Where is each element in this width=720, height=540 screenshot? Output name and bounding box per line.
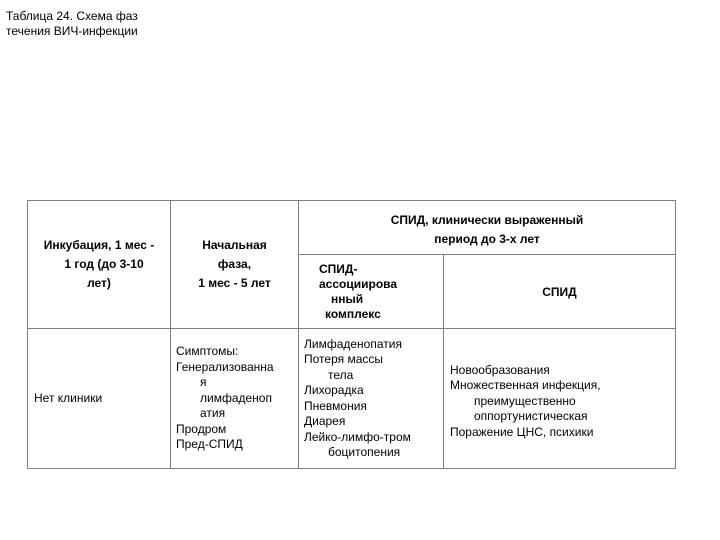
list-item: Продром xyxy=(176,421,227,436)
table-caption xyxy=(6,9,138,39)
caption-line-2: течения ВИЧ-инфекции xyxy=(6,24,138,38)
header-incubation-line: 1 год (до 3-10 xyxy=(64,257,144,271)
header-initial-line: Начальная xyxy=(202,238,267,252)
hiv-phases-table xyxy=(27,200,676,469)
list-item: атия xyxy=(200,406,226,421)
list-item: Лихорадка xyxy=(304,383,364,397)
list-item: Лимфаденопатия xyxy=(304,336,402,351)
cell-initial-symptoms xyxy=(171,329,299,469)
list-item: Пред-СПИД xyxy=(176,437,243,452)
list-item: Симптомы: xyxy=(176,344,239,359)
list-item: Потеря массы xyxy=(304,352,383,366)
header-aids-period-line: СПИД, клинически выраженный xyxy=(390,213,584,227)
header-incubation-line: лет) xyxy=(87,276,111,290)
cell-aids-symptoms xyxy=(444,329,676,469)
header-aids-period-line: период до 3-х лет xyxy=(434,232,540,246)
list-item: я xyxy=(200,375,207,390)
list-item: преимущественно xyxy=(474,393,576,408)
header-assoc-line: ассоциирова xyxy=(319,276,398,291)
header-assoc-line: нный xyxy=(331,291,364,306)
header-aids: СПИД xyxy=(444,255,676,329)
header-aids-period xyxy=(299,201,676,255)
cell-no-clinic: Нет клиники xyxy=(28,329,171,469)
list-item: Поражение ЦНС, психики xyxy=(450,424,594,439)
list-item: Пневмония xyxy=(304,398,367,413)
header-incubation-line: Инкубация, 1 мес - xyxy=(43,238,155,252)
cell-aids-associated-symptoms xyxy=(299,329,444,469)
header-aids-associated-complex xyxy=(299,255,444,329)
header-incubation xyxy=(28,201,171,329)
header-assoc-line: комплекс xyxy=(325,306,381,321)
list-item: оппортунистическая xyxy=(474,409,588,424)
list-item: лимфаденоп xyxy=(200,390,272,405)
list-item: тела xyxy=(328,367,354,382)
header-initial-line: фаза, xyxy=(217,257,252,271)
list-item: Диарея xyxy=(304,414,346,428)
caption-line-1: Таблица 24. Схема фаз xyxy=(6,9,138,23)
list-item: боцитопения xyxy=(328,445,401,459)
header-initial-line: 1 мес - 5 лет xyxy=(198,276,271,290)
header-assoc-line: СПИД- xyxy=(319,261,358,276)
list-item: Новообразования xyxy=(450,362,550,377)
list-item: Множественная инфекция, xyxy=(450,378,601,393)
list-item: Лейко-лимфо-тром xyxy=(304,429,411,444)
header-initial-phase xyxy=(171,201,299,329)
list-item: Генерализованна xyxy=(176,359,274,374)
